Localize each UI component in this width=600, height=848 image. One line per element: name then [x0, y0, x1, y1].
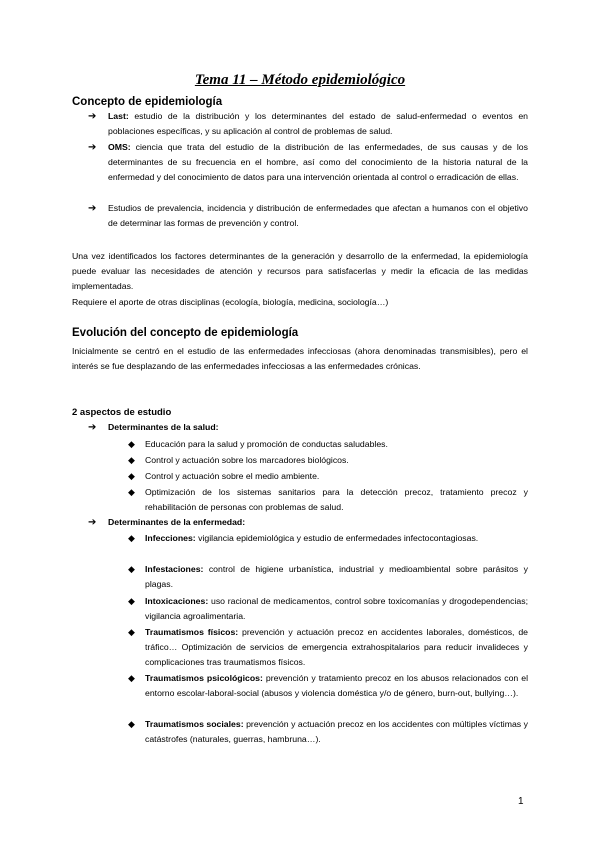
- section-heading-concepto: Concepto de epidemiología: [72, 96, 223, 108]
- list-item: Control y actuación sobre los marcadores biológicos.: [145, 455, 349, 465]
- diamond-bullet-icon: ◆: [128, 719, 135, 729]
- list-item: Traumatismos sociales: prevención y actuación precoz en los accidentes con múltiples víctimas y catástrofes (naturales, guerras, hambruna…).: [145, 719, 528, 745]
- diamond-bullet-icon: ◆: [128, 439, 135, 449]
- subheading-determinantes-salud: Determinantes de la salud:: [108, 422, 219, 432]
- list-item: Traumatismos psicológicos: prevención y tratamiento precoz en los abusos relacionados con el entorno escolar-laboral-social (abusos y violencia doméstica y/o de género, burn-out, bullying…).: [145, 673, 528, 699]
- diamond-bullet-icon: ◆: [128, 673, 135, 683]
- diamond-bullet-icon: ◆: [128, 471, 135, 481]
- arrow-right-icon: ➔: [88, 422, 97, 433]
- list-item: Last: estudio de la distribución y los determinantes del estado de salud-enfermedad o eventos en poblaciones específicas, y su aplicación al control de problemas de salud.: [108, 111, 528, 137]
- list-item: Traumatismos físicos: prevención y actuación precoz en accidentes laborales, domésticos, de tráfico… Optimización de servicios de emergencia extrahospitalarios para reducir invalideces y complicaciones tras traumatismos físicos.: [145, 627, 528, 668]
- list-item: Intoxicaciones: uso racional de medicamentos, control sobre toxicomanías y drogodependencias; vigilancia agroalimentaria.: [145, 596, 528, 622]
- section-heading-evolucion: Evolución del concepto de epidemiología: [72, 327, 299, 339]
- list-item: Infestaciones: control de higiene urbanística, industrial y medioambiental sobre parásitos y plagas.: [145, 564, 528, 590]
- arrow-right-icon: ➔: [88, 142, 97, 153]
- diamond-bullet-icon: ◆: [128, 627, 135, 637]
- subheading-determinantes-enfermedad: Determinantes de la enfermedad:: [108, 517, 246, 527]
- section-heading-aspectos: 2 aspectos de estudio: [72, 407, 172, 418]
- list-item: Educación para la salud y promoción de conductas saludables.: [145, 439, 388, 449]
- diamond-bullet-icon: ◆: [128, 533, 135, 543]
- list-item: Optimización de los sistemas sanitarios para la detección precoz, tratamiento precoz y rehabilitación de personas con problemas de salud.: [145, 487, 528, 513]
- page-title: Tema 11 – Método epidemiológico: [194, 72, 406, 88]
- paragraph: Requiere el aporte de otras disciplinas (ecología, biología, medicina, sociología…): [72, 297, 389, 307]
- paragraph: Inicialmente se centró en el estudio de las enfermedades infecciosas (ahora denominadas transmisibles), pero el interés se fue desplazando de las enfermedades infecciosas a las enfermedades crónicas.: [72, 346, 528, 372]
- diamond-bullet-icon: ◆: [128, 455, 135, 465]
- arrow-right-icon: ➔: [88, 111, 97, 122]
- list-item: Infecciones: vigilancia epidemiológica y estudio de enfermedades infectocontagiosas.: [145, 533, 479, 543]
- paragraph: Una vez identificados los factores determinantes de la generación y desarrollo de la enfermedad, la epidemiología puede evaluar las necesidades de atención y recursos para satisfacerlas y medir la eficacia de las medidas implementadas.: [72, 251, 528, 292]
- diamond-bullet-icon: ◆: [128, 596, 135, 606]
- arrow-right-icon: ➔: [88, 203, 97, 214]
- page-number: 1: [518, 796, 524, 807]
- list-item: OMS: ciencia que trata del estudio de la distribución de las enfermedades, de sus causas y de los determinantes de su frecuencia en el hombre, así como del conocimiento de la historia natural de la enfermedad y del conocimiento de datos para una intervención orientada al control o erradicación de ellas.: [108, 142, 528, 183]
- list-item: Estudios de prevalencia, incidencia y distribución de enfermedades que afectan a humanos con el objetivo de determinar las formas de prevención y control.: [108, 203, 528, 229]
- arrow-right-icon: ➔: [88, 517, 97, 528]
- list-item: Control y actuación sobre el medio ambiente.: [145, 471, 320, 481]
- diamond-bullet-icon: ◆: [128, 564, 135, 574]
- diamond-bullet-icon: ◆: [128, 487, 135, 497]
